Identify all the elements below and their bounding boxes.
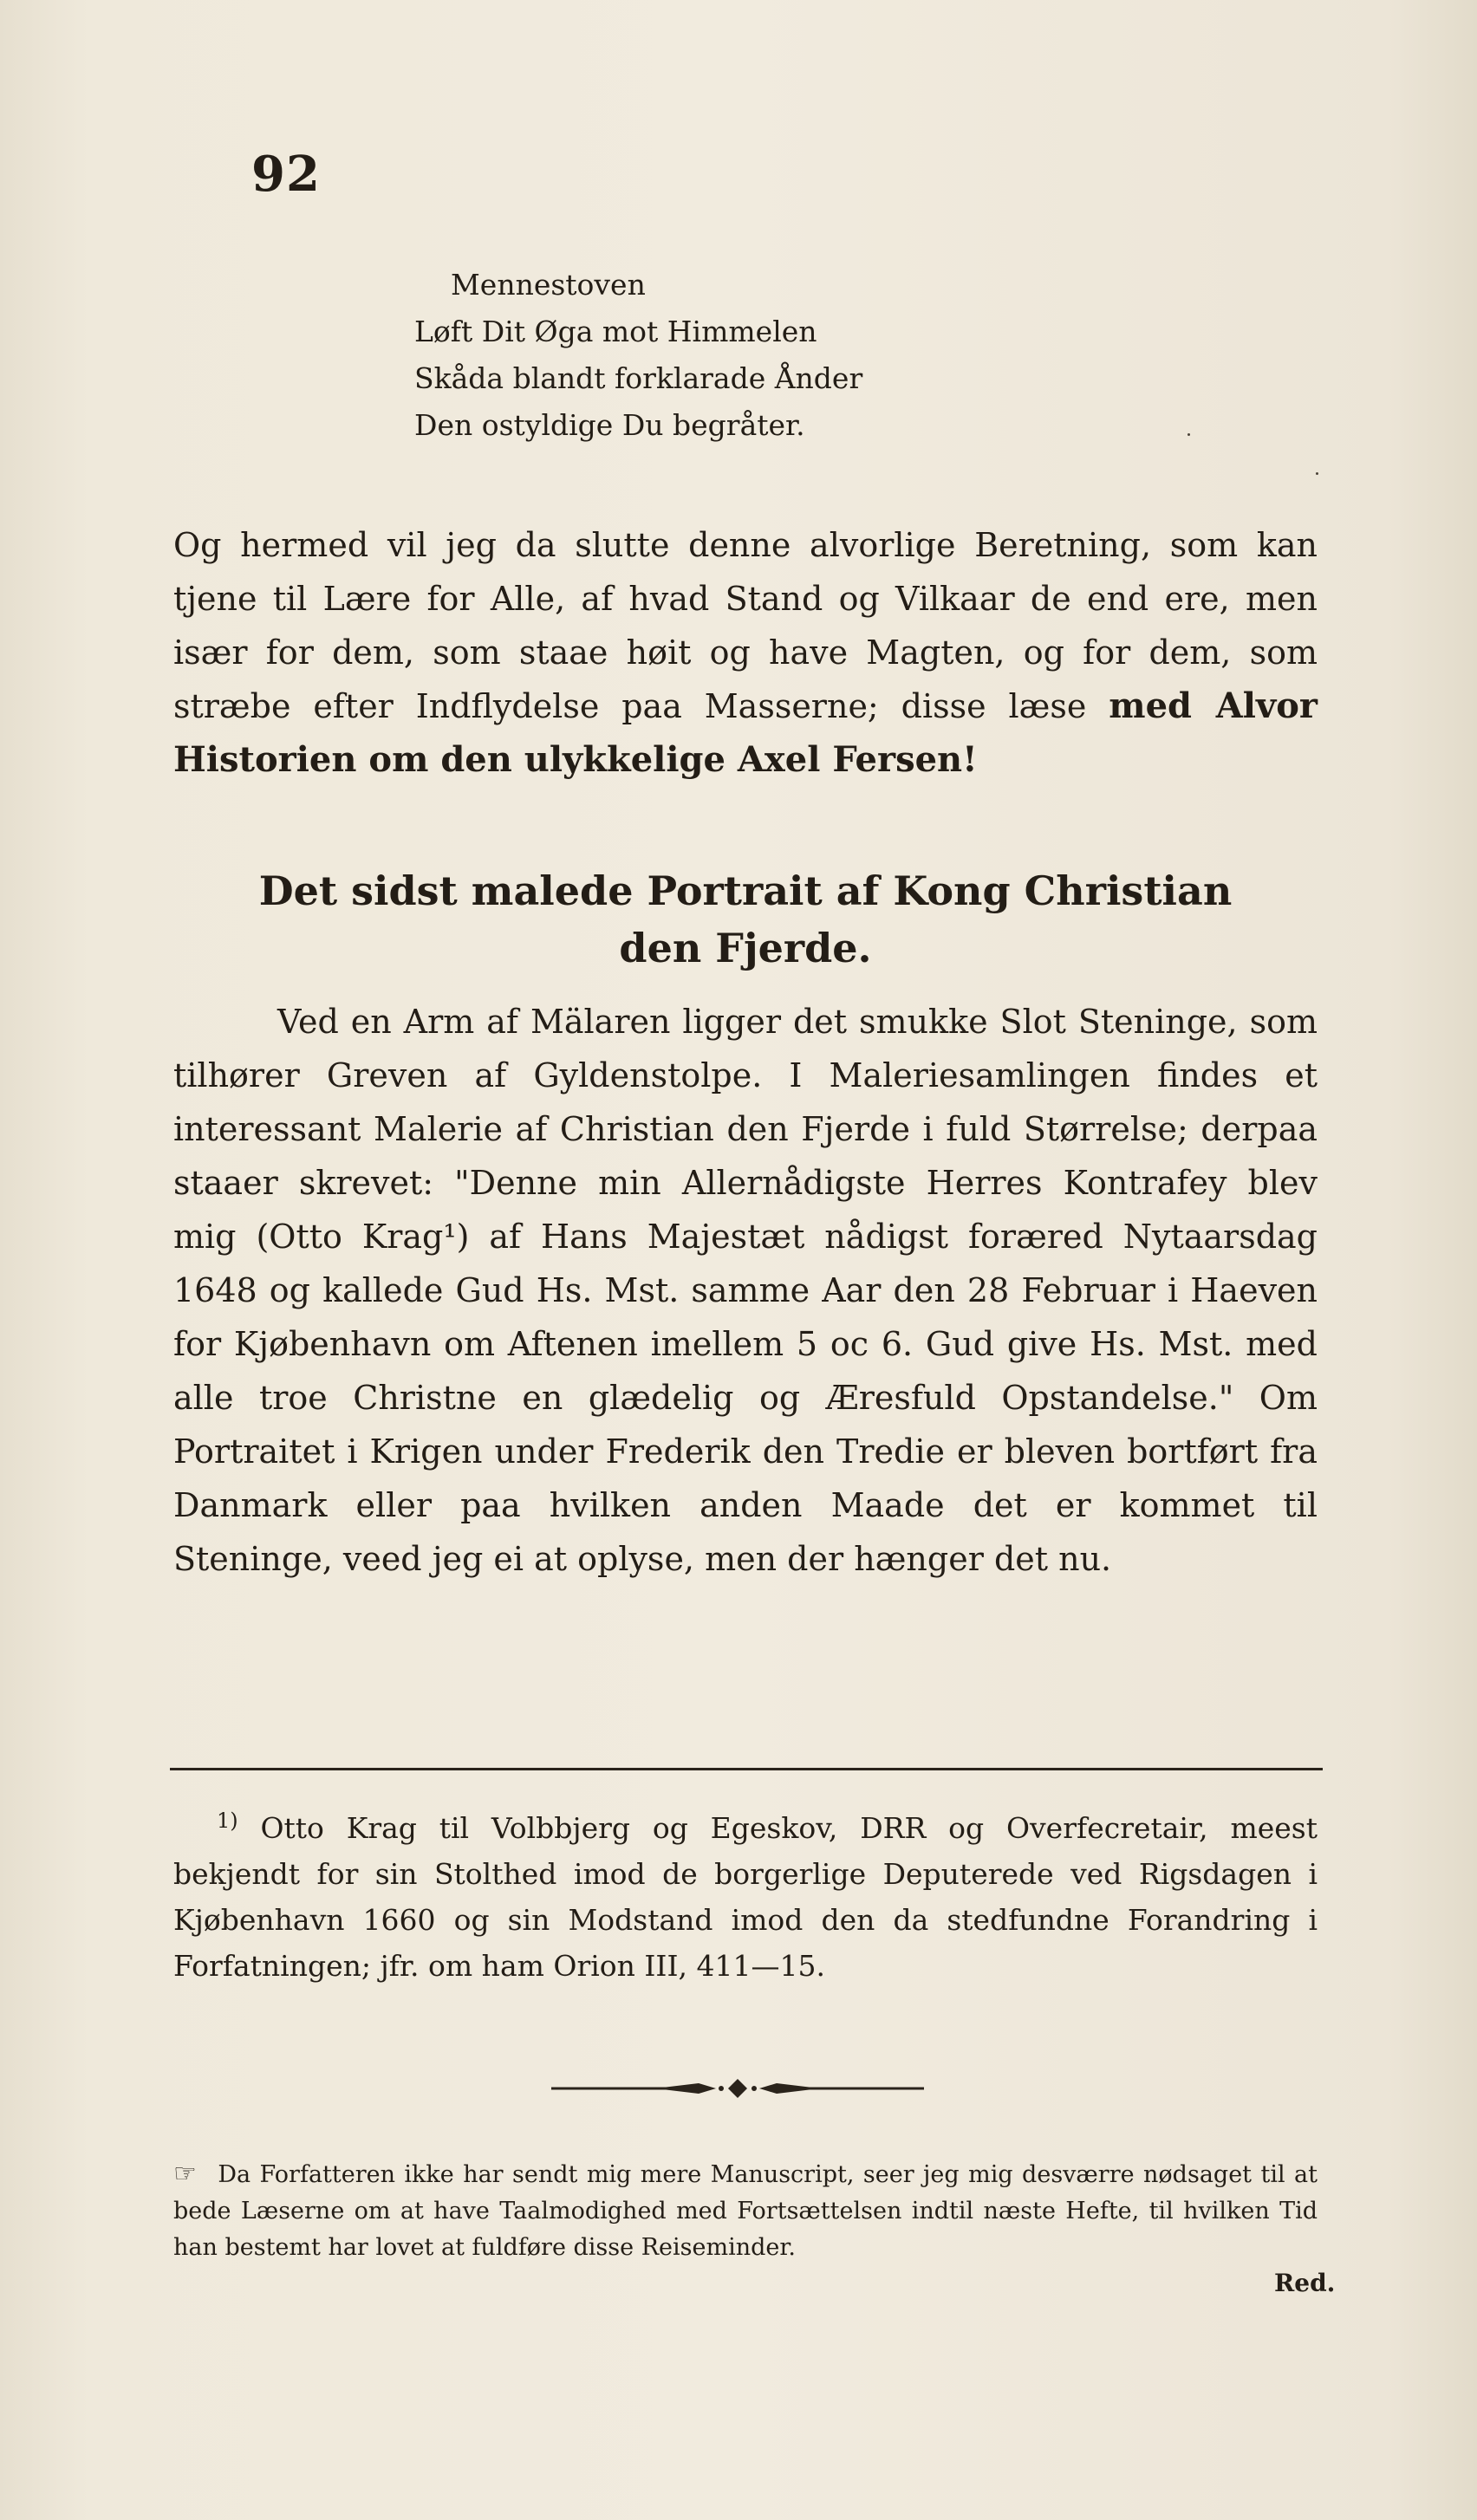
editor-notice [173, 2156, 1318, 2266]
portrait-paragraph: Ved en Arm af Mälaren ligger det smukke Slot Steninge, som tilhører Greven af Gyldenstolpe. I Maleriesamlingen findes et interessant Malerie af Christian den Fjerde i fuld Størrelse; derpaa staaer skrevet: "Denne min Allernådigste Herres Kontrafey blev mig (Otto Krag¹) af Hans Majestæt nådigst foræred Nytaarsdag 1648 og kallede Gud Hs. Mst. samme Aar den 28 Februar i Haeven for Kjøbenhavn om Aftenen imellem 5 oc 6. Gud give Hs. Mst. med alle troe Christne en glædelig og Æresfuld Opstandelse." Om Portraitet i Krigen under Frederik den Tredie er bleven bortført fra Danmark eller paa hvilken anden Maade det er kommet til Steninge, veed jeg ei at oplyse, men der hænger det nu. [173, 1003, 1318, 1578]
ornamental-divider [551, 2075, 924, 2101]
print-speck [1316, 472, 1318, 475]
footnote [173, 1798, 1318, 1989]
editor-signature: Red. [1274, 2269, 1336, 2297]
footnote-rule [170, 1768, 1323, 1770]
editor-notice-text: Da Forfatteren ikke har sendt mig mere Manuscript, seer jeg mig desværre nødsaget til at bede Læserne om at have Taalmodighed med Fortsættelsen indtil næste Hefte, til hvilken Tid han bestemt har lovet at fuldføre disse Reiseminder. [173, 2161, 1318, 2261]
poem-line: Den ostyldige Du begråter. [414, 408, 805, 442]
pointing-hand-icon: ☞ [173, 2159, 197, 2189]
section-heading-line: Det sidst malede Portrait af Kong Christian [258, 867, 1233, 914]
closing-paragraph-emphasis: med Alvor Historien om den ulykkelige Axel Fersen! [173, 685, 1318, 780]
section-heading [173, 862, 1318, 977]
section-heading-line: den Fjerde. [619, 925, 872, 971]
poem-line: Løft Dit Øga mot Himmelen [414, 315, 817, 348]
footnote-mark: 1) [217, 1809, 238, 1833]
print-speck [1187, 433, 1190, 436]
closing-paragraph-text: Og hermed vil jeg da slutte denne alvorlige Beretning, som kan tjene til Lære for Alle, af hvad Stand og Vilkaar de end ere, men især for dem, som staae høit og have Magten, og for dem, som stræbe efter Indflydelse paa Masserne; disse læse [173, 526, 1318, 725]
poem-line: Skåda blandt forklarade Ånder [414, 361, 863, 395]
footnote-text: Otto Krag til Volbbjerg og Egeskov, DRR og Overfecretair, meest bekjendt for sin Stolthed imod de borgerlige Deputerede ved Rigsdagen i Kjøbenhavn 1660 og sin Modstand imod den da stedfundne Forandring i Forfatningen; jfr. om ham Orion III, 411—15. [173, 1811, 1318, 1983]
poem-stanza [414, 262, 862, 449]
page-number: 92 [251, 146, 321, 203]
poem-line: Mennestoven [451, 268, 646, 302]
closing-paragraph [173, 518, 1318, 787]
